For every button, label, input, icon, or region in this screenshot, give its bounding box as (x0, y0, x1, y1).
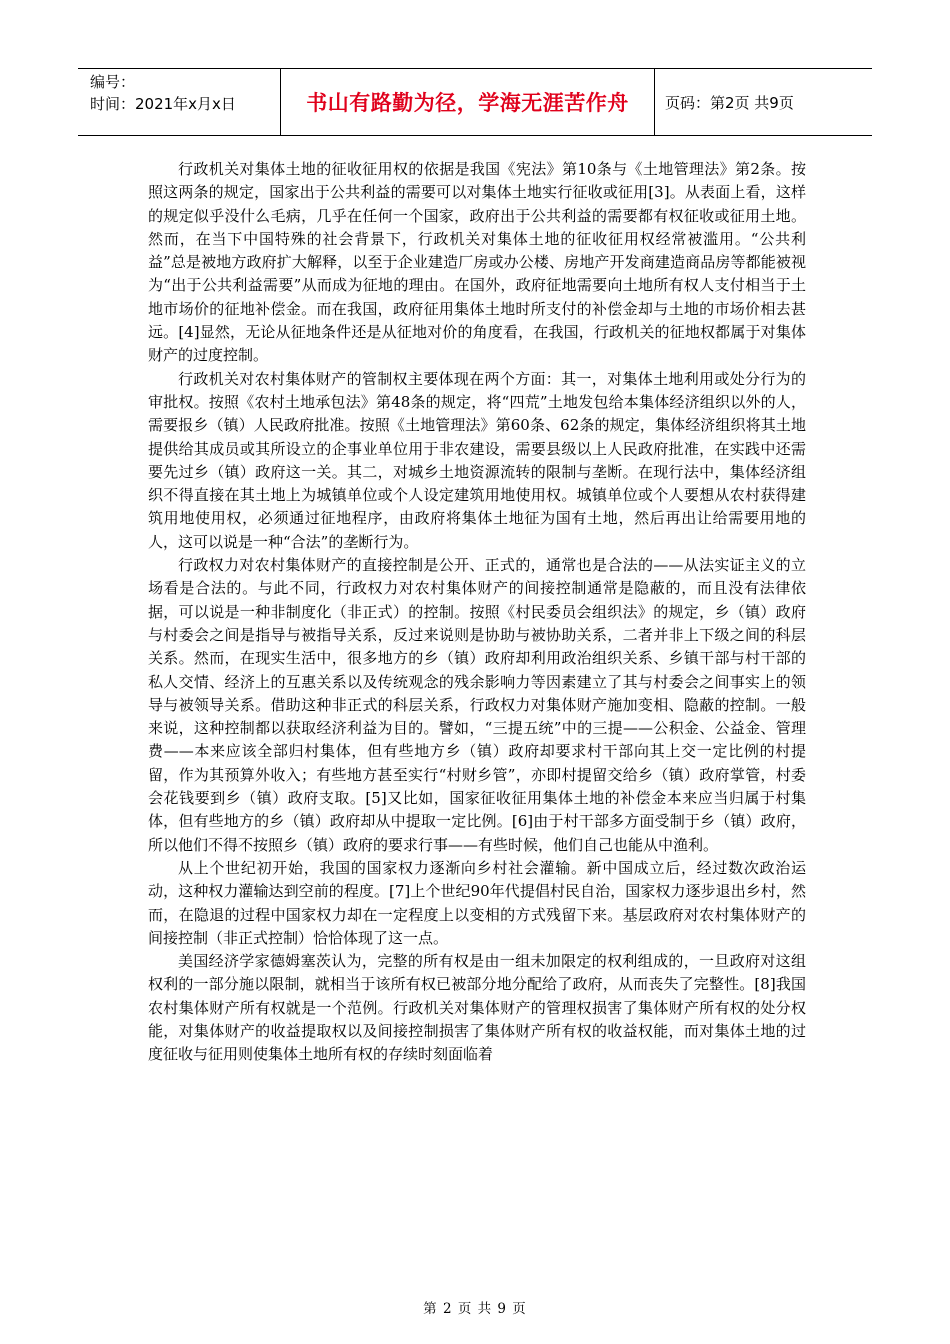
header-meta (78, 69, 281, 135)
page-header (78, 68, 872, 136)
paragraph: 行政机关对农村集体财产的管制权主要体现在两个方面：其一，对集体土地利用或处分行为的审批权。按照《农村土地承包法》第48条的规定，将“四荒”土地发包给本集体经济组织以外的人，需要报乡（镇）人民政府批准。按照《土地管理法》第60条、62条的规定，集体经济组织将其土地提供给其成员或其所设立的企事业单位用于非农建设，需要县级以上人民政府批准，在实践中还需要先过乡（镇）政府这一关。其二，对城乡土地资源流转的限制与垄断。在现行法中，集体经济组织不得直接在其土地上为城镇单位或个人设定建筑用地使用权。城镇单位或个人要想从农村获得建筑用地使用权，必须通过征地程序，由政府将集体土地征为国有土地，然后再出让给需要用地的人，这可以说是一种“合法”的垄断行为。 (148, 369, 806, 551)
page-footer: 第 2 页 共 9 页 (423, 1301, 527, 1317)
paragraph: 行政权力对农村集体财产的直接控制是公开、正式的，通常也是合法的——从法实证主义的立场看是合法的。与此不同，行政权力对农村集体财产的间接控制通常是隐蔽的，而且没有法律依据，可以说是一种非制度化（非正式）的控制。按照《村民委员会组织法》的规定，乡（镇）政府与村委会之间是指导与被指导关系，反过来说则是协助与被协助关系，二者并非上下级之间的科层关系。然而，在现实生活中，很多地方的乡（镇）政府却利用政治组织关系、乡镇干部与村干部的私人交情、经济上的互惠关系以及传统观念的残余影响力等因素建立了其与村委会之间事实上的领导与被领导关系。借助这种非正式的科层关系，行政权力对集体财产施加变相、隐蔽的控制。一般来说，这种控制都以获取经济利益为目的。譬如，“三提五统”中的三提——公积金、公益金、管理费——本来应该全部归村集体，但有些地方乡（镇）政府却要求村干部向其上交一定比例的村提留，作为其预算外收入；有些地方甚至实行“村财乡管”，亦即村提留交给乡（镇）政府掌管，村委会花钱要到乡（镇）政府支取。[5]又比如，国家征收征用集体土地的补偿金本来应当归属于村集体，但有些地方的乡（镇）政府却从中提取一定比例。[6]由于村干部多方面受制于乡（镇）政府，所以他们不得不按照乡（镇）政府的要求行事——有些时候，他们自己也能从中渔利。 (148, 556, 806, 854)
paragraph: 从上个世纪初开始，我国的国家权力逐渐向乡村社会灌输。新中国成立后，经过数次政治运动，这种权力灌输达到空前的程度。[7]上个世纪90年代提倡村民自治，国家权力逐步退出乡村，然而，在隐退的过程中国家权力却在一定程度上以变相的方式残留下来。基层政府对农村集体财产的间接控制（非正式控制）恰恰体现了这一点。 (148, 858, 806, 947)
paragraph: 行政机关对集体土地的征收征用权的依据是我国《宪法》第10条与《土地管理法》第2条。按照这两条的规定，国家出于公共利益的需要可以对集体土地实行征收或征用[3]。从表面上看，这样的规定似乎没什么毛病，几乎在任何一个国家，政府出于公共利益的需要都有权征收或征用土地。然而，在当下中国特殊的社会背景下，行政机关对集体土地的征收征用权经常被滥用。“公共利益”总是被地方政府扩大解释，以至于企业建造厂房或办公楼、房地产开发商建造商品房等都能被视为“出于公共利益需要”从而成为征地的理由。在国外，政府征地需要向土地所有权人支付相当于土地市场价的征地补偿金。而在我国，政府征用集体土地时所支付的补偿金却与土地的市场价相去甚远。[4]显然，无论从征地条件还是从征地对价的角度看，在我国，行政机关的征地权都属于对集体财产的过度控制。 (148, 160, 806, 365)
document-body (148, 158, 806, 1067)
paragraph: 美国经济学家德姆塞茨认为，完整的所有权是由一组未加限定的权利组成的，一旦政府对这组权利的一部分施以限制，就相当于该所有权已被部分地分配给了政府，从而丧失了完整性。[8]我国农村集体财产所有权就是一个范例。行政机关对集体财产的管理权损害了集体财产所有权的处分权能，对集体财产的收益提取权以及间接控制损害了集体财产所有权的收益权能，而对集体土地的过度征收与征用则使集体土地所有权的存续时刻面临着 (148, 952, 806, 1064)
header-motto: 书山有路勤为径，学海无涯苦作舟 (281, 69, 655, 135)
document-number-label: 编号： (90, 73, 136, 91)
document-date: 时间：2021年x月x日 (90, 95, 236, 113)
header-page-info: 页码：第2页 共9页 (665, 93, 794, 112)
